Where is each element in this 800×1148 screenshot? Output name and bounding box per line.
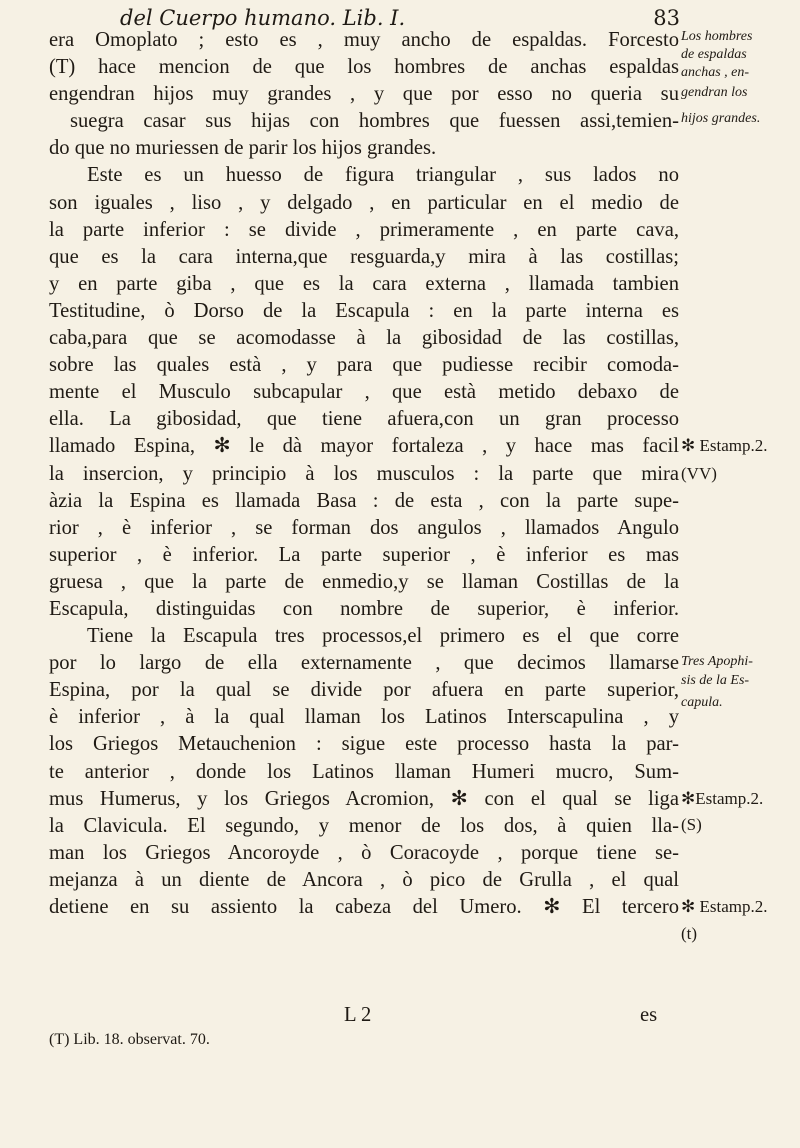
text-line: do que no muriessen de parir los hijos grandes. (49, 137, 437, 160)
signature-mark: L 2 (344, 1004, 372, 1026)
text-line: Testitudine, ò Dorso de la Escapula : en la parte interna es (49, 299, 679, 322)
margin-note-plate-ref: ✻ Estamp.2. (681, 436, 768, 455)
text-line: detiene en su assiento la cabeza del Umero. ✻ El tercero (49, 896, 679, 918)
text-line: son iguales , liso , y delgado , en particular en el medio de (49, 191, 679, 214)
paragraph-start: Este es un huesso de figura triangular , sus lados no (87, 164, 679, 187)
text-line: los Griegos Metauchenion : sigue este processo hasta la par- (49, 733, 679, 756)
text-line: Espina, por la qual se divide por afuera en parte superior, (49, 679, 679, 702)
catchword: es (640, 1004, 658, 1026)
text-line: mejanza à un diente de Ancora , ò pico de Grulla , el qual (49, 868, 679, 891)
text-line: (T) hace mencion de que los hombres de anchas espaldas (49, 56, 679, 79)
text-line: que es la cara interna,que resguarda,y mira à las costillas; (49, 245, 679, 268)
text-line: mus Humerus, y los Griegos Acromion, ✻ con el qual se liga (49, 787, 679, 810)
text-line: man los Griegos Ancoroyde , ò Coracoyde , porque tiene se- (49, 841, 679, 864)
margin-note: hijos grandes. (681, 111, 761, 126)
footnote: (T) Lib. 18. observat. 70. (49, 1031, 210, 1048)
text-line: era Omoplato ; esto es , muy ancho de espaldas. Forcesto (49, 29, 679, 51)
text-line: por lo largo de ella externamente , que decimos llamarse (49, 652, 679, 675)
text-line: caba,para que se acomodasse à la gibosidad de las costillas, (49, 327, 679, 350)
margin-note-plate-ref: (S) (681, 815, 702, 834)
margin-note: capula. (681, 695, 723, 710)
margin-note: anchas , en- (681, 65, 750, 80)
text-line: sobre las quales està , y para que pudiesse recibir comoda- (49, 354, 679, 377)
text-line: la Clavicula. El segundo, y menor de los dos, à quien lla- (49, 814, 679, 837)
margin-note: gendran los (681, 85, 748, 100)
main-text-block (49, 27, 679, 921)
text-line: mente el Musculo subcapular , que està metido debaxo de (49, 381, 679, 404)
text-line: te anterior , donde los Latinos llaman Humeri mucro, Sum- (49, 760, 679, 783)
margin-note-plate-ref: ✻Estamp.2. (681, 789, 764, 808)
text-line: superior , è inferior. La parte superior , è inferior es mas (49, 543, 679, 566)
margin-note: Los hombres (681, 29, 753, 44)
text-line: la insercion, y principio à los musculos : la parte que mira (49, 462, 679, 485)
text-line: y en parte giba , que es la cara externa , llamada tambien (49, 272, 679, 295)
text-line: Escapula, distinguidas con nombre de superior, è inferior. (49, 597, 679, 620)
margin-note-plate-ref: (VV) (681, 464, 717, 483)
margin-note-plate-ref: (t) (681, 924, 698, 943)
text-line: llamado Espina, ✻ le dà mayor fortaleza , y hace mas facil (49, 435, 679, 458)
margin-note-plate-ref: ✻ Estamp.2. (681, 897, 768, 916)
running-head-title: del Cuerpo humano. Lib. I. (120, 6, 406, 30)
text-line: rior , è inferior , se forman dos angulos , llamados Angulo (49, 516, 679, 539)
text-line: gruesa , que la parte de enmedio,y se llaman Costillas de la (49, 570, 679, 593)
page-number: 83 (653, 6, 680, 30)
paragraph-start: Tiene la Escapula tres processos,el primero es el que corre (87, 625, 679, 648)
margin-note: sis de la Es- (681, 673, 750, 688)
text-line: è inferior , à la qual llaman los Latinos Interscapulina , y (49, 706, 679, 729)
text-line: suegra casar sus hijas con hombres que fuessen assi,temien- (70, 110, 679, 133)
margin-note: de espaldas (681, 47, 747, 62)
text-line: àzia la Espina es llamada Basa : de esta , con la parte supe- (49, 489, 679, 512)
margin-note: Tres Apophi- (681, 654, 753, 669)
text-line: la parte inferior : se divide , primeramente , en parte cava, (49, 218, 679, 241)
text-line: ella. La gibosidad, que tiene afuera,con un gran processo (49, 408, 679, 431)
text-line: engendran hijos muy grandes , y que por esso no queria su (49, 83, 679, 106)
